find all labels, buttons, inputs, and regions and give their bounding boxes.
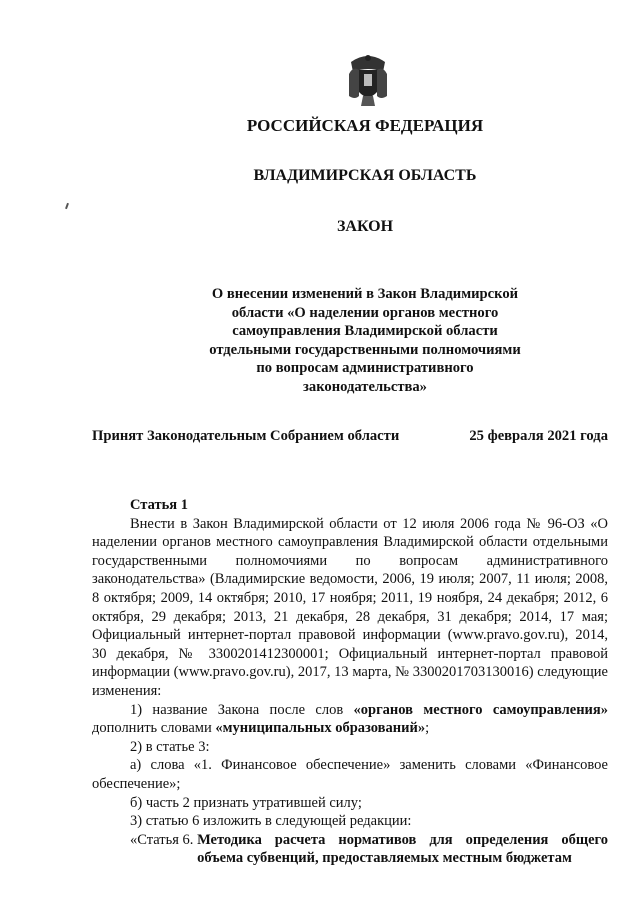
- item-2b: б) часть 2 признать утратившей силу;: [130, 794, 362, 811]
- article-heading: Статья 1: [130, 497, 188, 513]
- coat-of-arms-icon: [345, 52, 391, 108]
- header-region: ВЛАДИМИРСКАЯ ОБЛАСТЬ: [253, 167, 477, 184]
- header-law: ЗАКОН: [336, 218, 394, 235]
- item-1: 1) название Закона после слов «органов местного самоуправления» дополнить словами «муниципальных образований»;: [92, 701, 608, 737]
- scan-mark: [65, 203, 69, 209]
- law-title-line: законодательства»: [303, 378, 427, 395]
- adoption-line: [92, 428, 608, 445]
- law-title-line: самоуправления Владимирской области: [232, 323, 498, 339]
- law-title-line: по вопросам административного: [256, 360, 474, 376]
- header-federation: РОССИЙСКАЯ ФЕДЕРАЦИЯ: [246, 116, 484, 135]
- item-3: 3) статью 6 изложить в следующей редакции:: [130, 813, 412, 830]
- law-title-line: отдельными государственными полномочиями: [209, 341, 521, 358]
- law-title-line: области «О наделении органов местного: [231, 304, 499, 321]
- adopted-by: Принят Законодательным Собранием области: [92, 428, 400, 444]
- law-title: [180, 285, 550, 396]
- adoption-date: 25 февраля 2021 года: [469, 428, 608, 444]
- article-6-title: Методика расчета нормативов для определения общего объема субвенций, предоставляемых местным бюджетам: [197, 831, 608, 867]
- article-intro: Внести в Закон Владимирской области от 12 июля 2006 года № 96-ОЗ «О наделении органов местного самоуправления Владимирской области отдельными государственными полномочиями по вопросам административного законодательства» (Владимирские ведомости, 2006, 19 июля; 2007, 11 июля; 2008, 8 октября; 2009, 14 октября; 2010, 17 ноября; 2011, 19 ноября, 24 декабря; 2012, 6 октября, 29 декабря; 2013, 21 декабря, 28 декабря, 31 декабря; 2014, 17 мая; Официальный интернет-портал правовой информации (www.pravo.gov.ru), 2014, 30 декабря, № 3300201412300001; Официальный интернет-портал правовой информации (www.pravo.gov.ru), 2017, 13 марта, № 3300201703130016) следующие изменения:: [92, 515, 608, 699]
- article-6-heading: [92, 831, 608, 868]
- item-2a: а) слова «1. Финансовое обеспечение» заменить словами «Финансовое обеспечение»;: [92, 757, 608, 792]
- article-6-label: «Статья 6.: [130, 831, 198, 848]
- article-body: [92, 496, 608, 868]
- law-title-line: О внесении изменений в Закон Владимирской: [211, 286, 519, 302]
- item-2: 2) в статье 3:: [130, 738, 210, 755]
